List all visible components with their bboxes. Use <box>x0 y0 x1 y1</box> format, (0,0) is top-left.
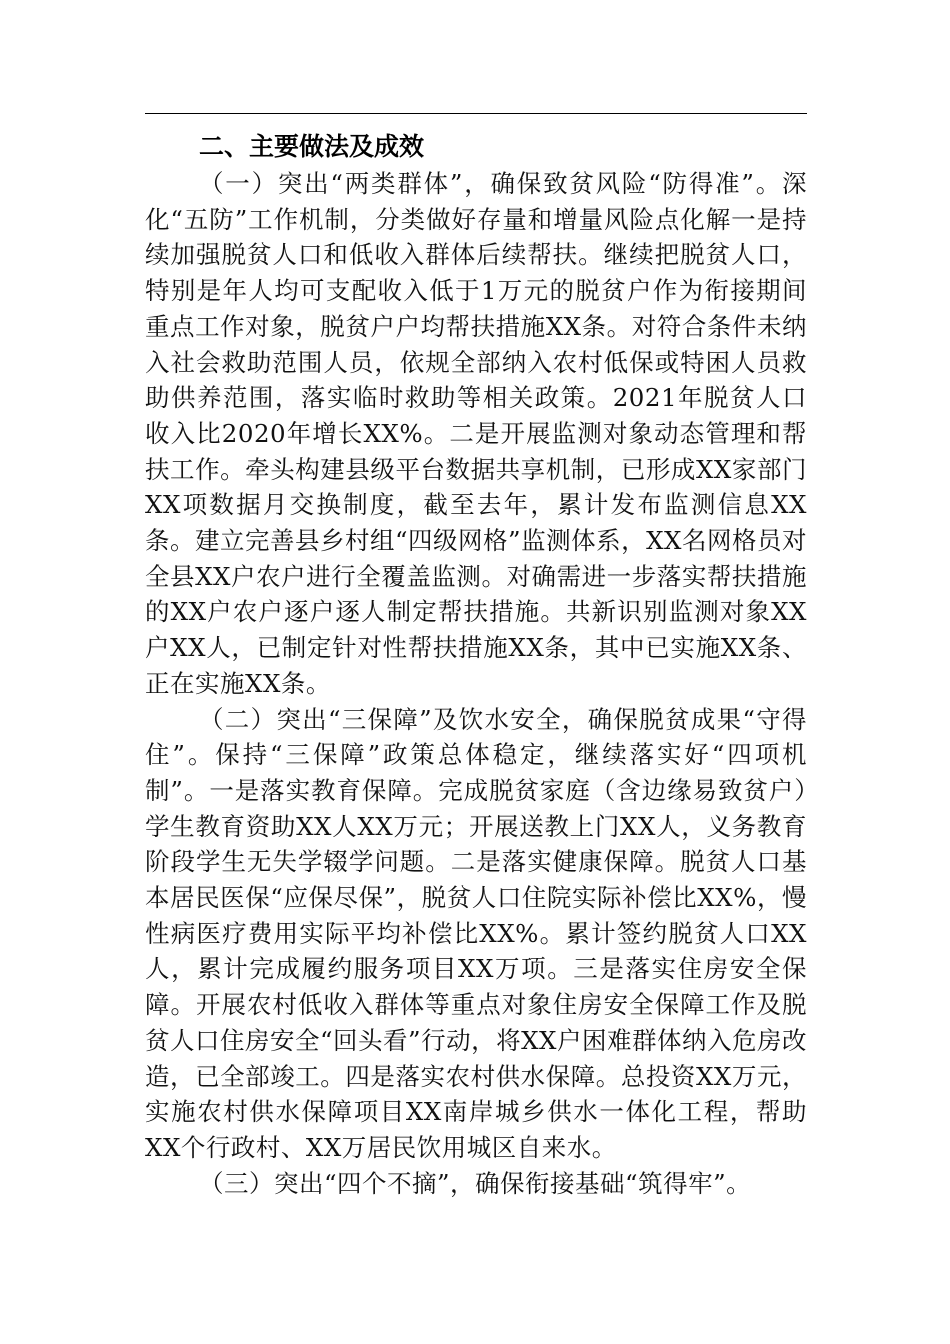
paragraph-3: （三）突出“四个不摘”，确保衔接基础“筑得牢”。 <box>199 1168 752 1198</box>
paragraph-2: （二）突出“三保障”及饮水安全，确保脱贫成果“守得住”。保持“三保障”政策总体稳定，继续落实好“四项机制”。一是落实教育保障。完成脱贫家庭（含边缘易致贫户）学生教育资助XX人XX万元；开展送教上门XX人，义务教育阶段学生无失学辍学问题。二是落实健康保障。脱贫人口基本居民医保“应保尽保”，脱贫人口住院实际补偿比XX%，慢性病医疗费用实际平均补偿比XX%。累计签约脱贫人口XX人，累计完成履约服务项目XX万项。三是落实住房安全保障。开展农村低收入群体等重点对象住房安全保障工作及脱贫人口住房安全“回头看”行动，将XX户困难群体纳入危房改造，已全部竣工。四是落实农村供水保障。总投资XX万元，实施农村供水保障项目XX南岸城乡供水一体化工程，帮助XX个行政村、XX万居民饮用城区自来水。 <box>145 704 807 1162</box>
paragraph-1: （一）突出“两类群体”，确保致贫风险“防得准”。深化“五防”工作机制，分类做好存量和增量风险点化解一是持续加强脱贫人口和低收入群体后续帮扶。继续把脱贫人口，特别是年人均可支配收入低于1万元的脱贫户作为衔接期间重点工作对象，脱贫户户均帮扶措施XX条。对符合条件未纳入社会救助范围人员，依规全部纳入农村低保或特困人员救助供养范围，落实临时救助等相关政策。2021年脱贫人口收入比2020年增长XX%。二是开展监测对象动态管理和帮扶工作。牵头构建县级平台数据共享机制，已形成XX家部门XX项数据月交换制度，截至去年，累计发布监测信息XX条。建立完善县乡村组“四级网格”监测体系，XX名网格员对全县XX户农户进行全覆盖监测。对确需进一步落实帮扶措施的XX户农户逐户逐人制定帮扶措施。共新识别监测对象XX户XX人，已制定针对性帮扶措施XX条，其中已实施XX条、正在实施XX条。 <box>145 169 807 698</box>
section-heading: 二、主要做法及成效 <box>199 132 425 161</box>
header-rule <box>145 113 807 114</box>
document-body <box>145 128 807 1201</box>
